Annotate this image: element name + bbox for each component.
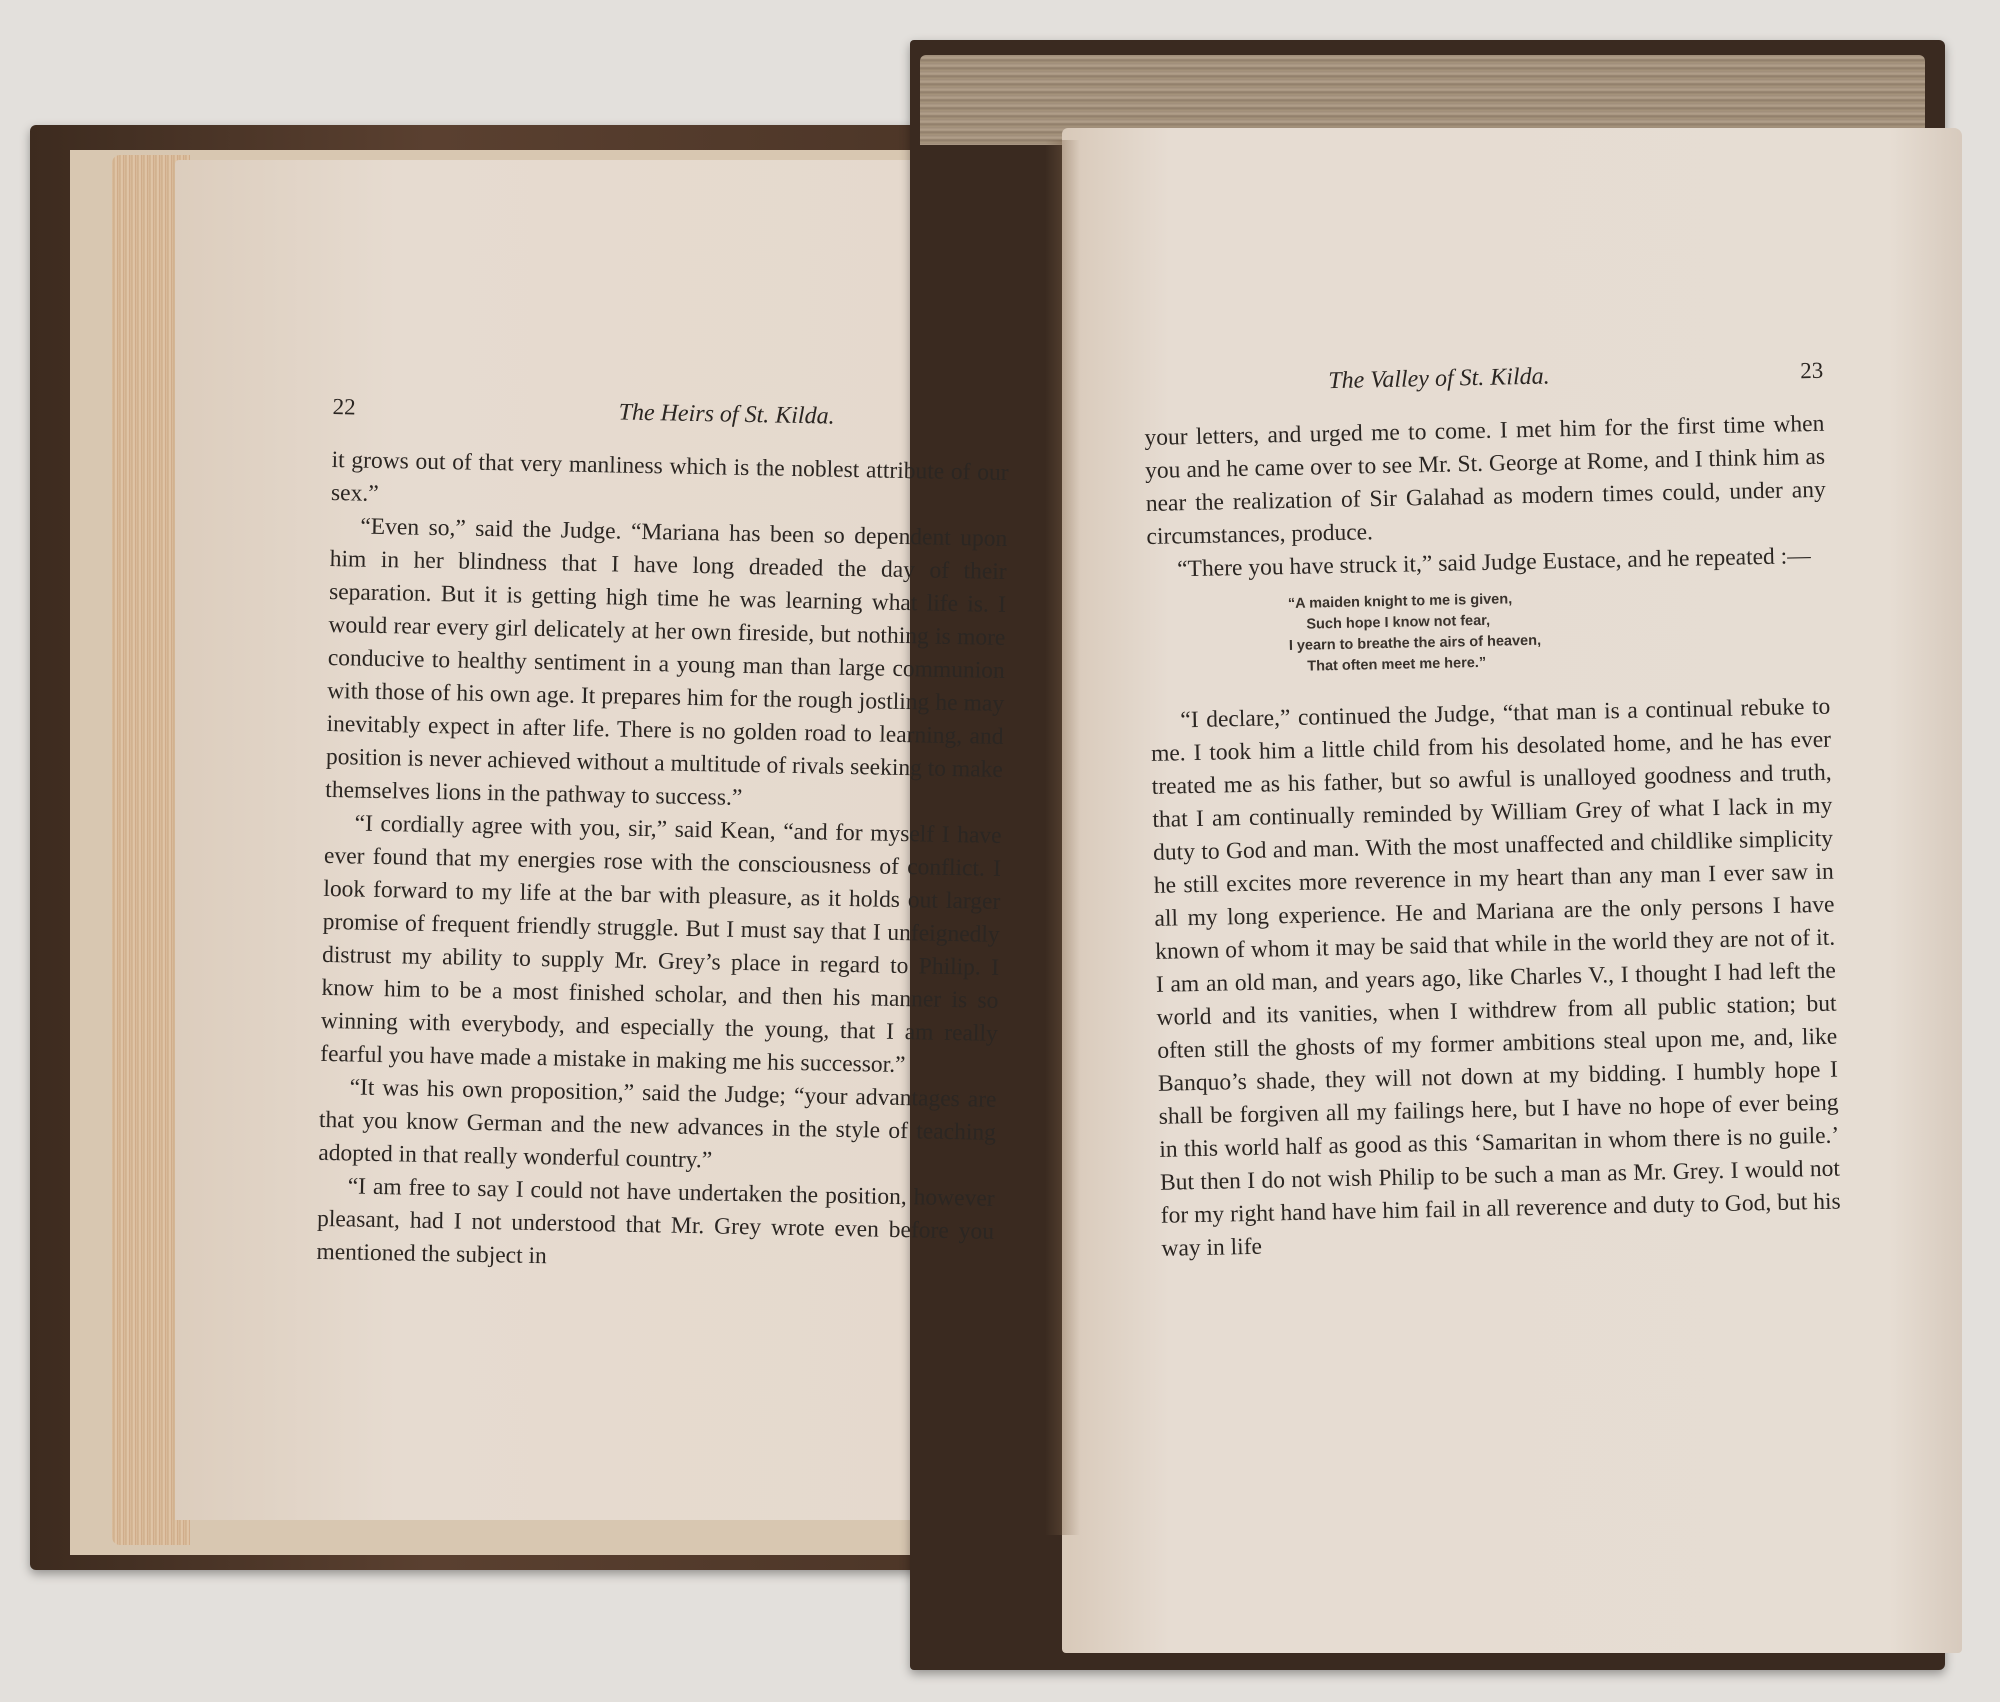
verse-quotation (1288, 583, 1830, 678)
verse-line: I yearn to breathe the airs of heaven, (1288, 632, 1542, 655)
paragraph: “I cordially agree with you, sir,” said Kean, “and for myself I have ever found that my energies rose with the consciousness of conflict. I look forward to my life at the bar with pleasure, as it holds out larger promise of frequent friendly struggle. But I must say that I unfeignedly distrust my ability to supply Mr. Grey’s place in regard to Philip. I know him to be a most finished scholar, and then his manner is so winning with everybody, and especially the young, that I am really fearful you have made a mistake in making me his successor.” (320, 810, 1002, 1079)
paragraph: “It was his own proposition,” said the Judge; “your advantages are that you know German and the new advances in the style of teaching adopted in that really wonderful country.” (318, 1074, 997, 1174)
paragraph: “I am free to say I could not have undertaken the position, however pleasant, had I not understood that Mr. Grey wrote even before you mentioned the subject in (316, 1173, 995, 1270)
verse-line: That often meet me here.” (1307, 654, 1487, 675)
book-gutter (1045, 140, 1080, 1535)
left-page-text (316, 390, 1010, 1282)
paragraph: your letters, and urged me to come. I met him for the first time when you and he came over to see Mr. St. George at Rome, and I think him as near the realization of Sir Galahad as modern times could, under any circumstances, produce. (1144, 410, 1826, 550)
verse-line: “A maiden knight to me is given, (1287, 591, 1513, 613)
verse-line: Such hope I know not fear, (1306, 612, 1491, 633)
paragraph: “There you have struck it,” said Judge Eustace, and he repeated :— (1176, 543, 1811, 583)
page-number-right: 23 (1799, 357, 1824, 384)
paragraph: “I declare,” continued the Judge, “that man is a continual rebuke to me. I took him a little child from his desolated home, and he has ever treated me as his father, but so awful is unalloyed goodness and truth, that I am continually reminded by William Grey of what I lack in my duty to God and man. With the most unaffected and childlike simplicity he still excites more reverence in my heart than any man I ever saw in all my long experience. He and Mariana are the only persons I have known of whom it may be said that while in the world they are not of it. I am an old man, and years ago, like Charles V., I thought I had left the world and its vanities, when I withdrew from all public station; but often still the ghosts of my former ambitions steal upon me, and, like Banquo’s shade, they will not down at my bidding. I humbly hope I shall be forgiven all my failings here, but I have no hope of ever being in this world half as good as this ‘Samaritan in whom there is no guile.’ But then I do not wish Philip to be such a man as Mr. Grey. I would not for my right hand have him fail in all reverence and duty to God, but his way in life (1150, 693, 1841, 1262)
page-number-left: 22 (332, 393, 356, 420)
right-page-text (1143, 354, 1842, 1266)
paragraph: “Even so,” said the Judge. “Mariana has been so dependent upon him in her blindness that I have long dreaded the day of their separation. But it is getting high time he was learning what life is. I would rear every girl delicately at her own fireside, but nothing is more conducive to healthy sentiment in a young man than large communion with those of his own age. It prepares him for the rough jostling he may inevitably expect in after life. There is no golden road to learning, and position is never achieved without a multitude of rivals seeking to make themselves lions in the pathway to success.” (325, 513, 1008, 811)
running-title-left: The Heirs of St. Kilda. (618, 399, 835, 430)
running-title-right: The Valley of St. Kilda. (1328, 363, 1550, 395)
paragraph: it grows out of that very manliness which is the noblest attribute of our sex.” (330, 446, 1009, 507)
